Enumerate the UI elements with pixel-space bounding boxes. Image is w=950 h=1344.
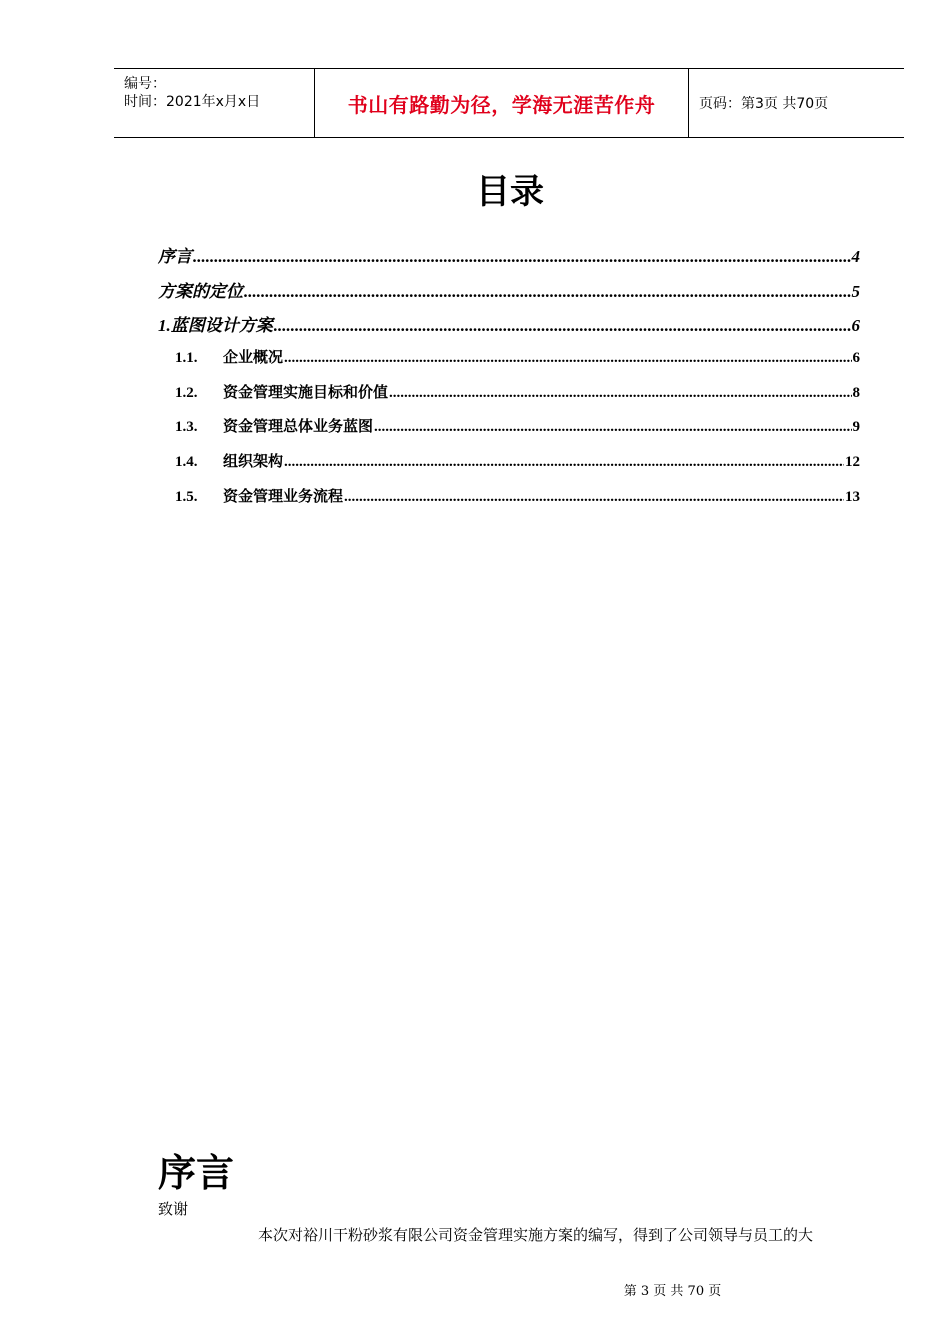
number-label: 编号： <box>124 76 166 92</box>
toc-entry-page: 6 <box>852 350 860 366</box>
header-motto-cell <box>315 69 689 137</box>
toc-entry-number: 1.3. <box>175 419 198 435</box>
toc-entry-1-3[interactable] <box>158 415 860 436</box>
toc-leader-dots <box>374 419 851 436</box>
toc-entry-page: 5 <box>851 282 860 301</box>
toc-entry-page: 9 <box>852 419 860 435</box>
toc-entry-label: 资金管理实施目标和价值 <box>223 385 389 401</box>
toc-entry-number: 1.4. <box>175 454 198 470</box>
toc-entry-label: 序言 <box>158 247 192 266</box>
toc-entry-page: 4 <box>851 247 860 266</box>
toc-leader-dots <box>344 489 844 506</box>
toc-entry-label: 方案的定位 <box>158 282 243 301</box>
toc-entry-1-4[interactable] <box>158 450 860 471</box>
page-footer: 第 3 页 共 70 页 <box>623 1284 722 1299</box>
toc-entry-label: 1.蓝图设计方案 <box>158 316 273 335</box>
motto-text: 书山有路勤为径，学海无涯苦作舟 <box>347 92 656 117</box>
preface-subheading: 致谢 <box>158 1200 189 1218</box>
toc-entry-label: 企业概况 <box>223 350 284 366</box>
toc-entry-1-5[interactable] <box>158 485 860 506</box>
toc-entry-blueprint[interactable] <box>158 311 860 336</box>
toc-entry-number: 1.1. <box>175 350 198 366</box>
toc-title: 目录 <box>476 172 544 212</box>
toc-leader-dots <box>274 316 851 336</box>
toc-entry-label: 资金管理业务流程 <box>223 489 344 505</box>
page-code: 页码：第3页 共70页 <box>699 96 829 112</box>
toc-entry-1-1[interactable] <box>158 346 860 367</box>
toc-leader-dots <box>284 350 851 367</box>
header-meta-cell <box>114 69 315 137</box>
toc-entry-page: 13 <box>845 489 860 505</box>
time-label: 时间：2021年x月x日 <box>124 94 261 110</box>
toc-leader-dots <box>389 385 851 402</box>
preface-heading: 序言 <box>158 1151 235 1195</box>
toc-leader-dots <box>193 247 851 267</box>
page-header <box>114 68 904 138</box>
toc-entry-positioning[interactable] <box>158 277 860 302</box>
header-page-cell <box>689 69 904 137</box>
toc-entry-1-2[interactable] <box>158 381 860 402</box>
toc-entry-page: 6 <box>851 316 860 335</box>
toc-entry-number: 1.2. <box>175 385 198 401</box>
toc-entry-label: 组织架构 <box>223 454 284 470</box>
toc-entry-number: 1.5. <box>175 489 198 505</box>
toc-entry-page: 8 <box>852 385 860 401</box>
toc-entry-page: 12 <box>845 454 860 470</box>
toc-entry-label: 资金管理总体业务蓝图 <box>223 419 374 435</box>
toc-entry-preface[interactable] <box>158 242 860 267</box>
toc-leader-dots <box>284 454 844 471</box>
preface-paragraph: 本次对裕川干粉砂浆有限公司资金管理实施方案的编写，得到了公司领导与员工的大 <box>258 1226 814 1244</box>
toc-leader-dots <box>244 282 851 302</box>
